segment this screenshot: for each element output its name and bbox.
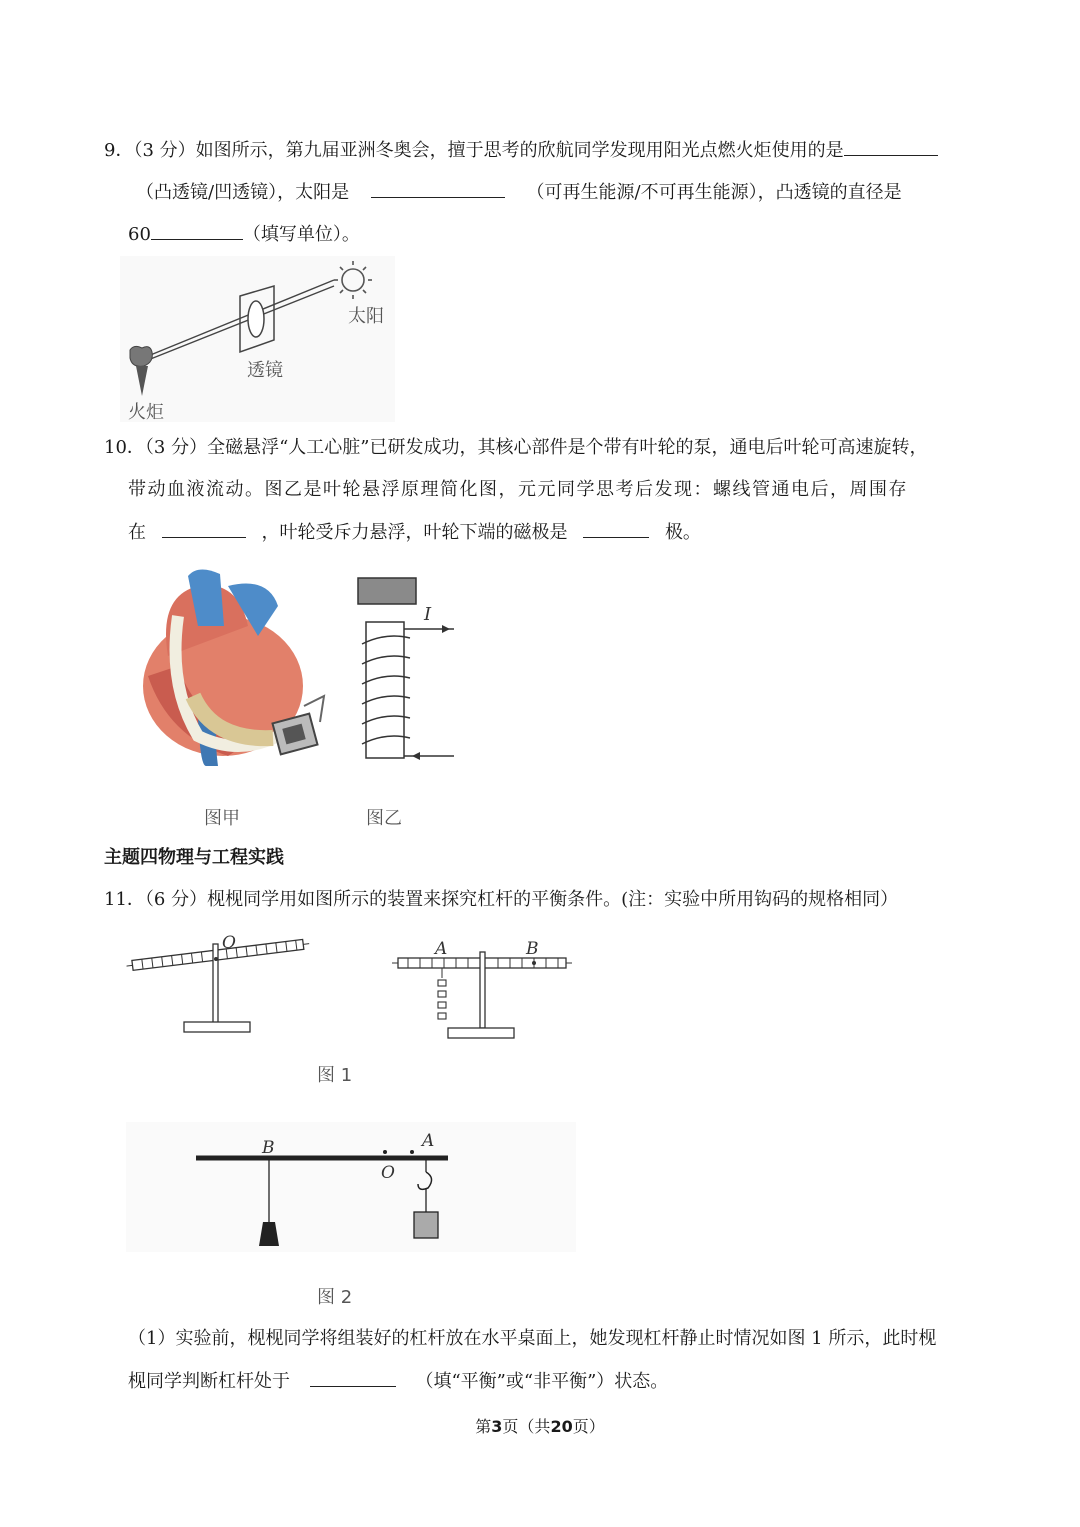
- q9-blank-3[interactable]: [151, 221, 243, 240]
- fig1-balanced-lever: [388, 936, 578, 1046]
- q9-blank-1[interactable]: [844, 137, 938, 156]
- q9-lens-figure: [120, 256, 400, 426]
- q9-blank-2[interactable]: [371, 179, 505, 198]
- solenoid-core: [366, 622, 404, 758]
- fig-a-caption: 图甲: [204, 808, 240, 829]
- fig2-lever: [126, 1122, 576, 1262]
- lens-label: 透镜: [247, 360, 283, 381]
- q9-line-2: （凸透镜/凹透镜），太阳是 （可再生能源/不可再生能源），凸透镜的直径是: [136, 179, 902, 206]
- q10-line-2: 带动血液流动。图乙是叶轮悬浮原理简化图，元元同学思考后发现：螺线管通电后，周围存: [128, 479, 908, 500]
- q10-blank-1[interactable]: [162, 519, 246, 538]
- fig2-A-label: A: [422, 1131, 435, 1151]
- fig1-A-label: A: [435, 939, 448, 959]
- q11-sub1-line-2: 枧同学判断杠杆处于 （填“平衡”或“非平衡”）状态。: [128, 1368, 668, 1395]
- q10-blank-2[interactable]: [583, 519, 649, 538]
- section-title: 主题四物理与工程实践: [104, 847, 284, 868]
- fig1-O-label: O: [222, 933, 236, 953]
- page-footer: 第3页（共20页）: [475, 1417, 605, 1436]
- page-total: 20: [550, 1417, 573, 1436]
- current-label: I: [424, 604, 432, 625]
- q11-sub1-line-1: （1）实验前，枧枧同学将组装好的杠杆放在水平桌面上，她发现杠杆静止时情况如图 1 所示，此时枧: [128, 1328, 937, 1349]
- artificial-heart-figure: [128, 566, 338, 766]
- page-number: 3: [491, 1417, 503, 1436]
- fig1-tilted-lever: [122, 928, 322, 1038]
- fig2-O-label: O: [381, 1163, 395, 1183]
- q11-line-1: 11．（6 分）枧枧同学用如图所示的装置来探究杠杆的平衡条件。(注：实验中所用钩码的规格相同）: [104, 889, 899, 910]
- fig1-caption: 图 1: [317, 1065, 353, 1086]
- q10-line-3: 在 ，叶轮受斥力悬浮，叶轮下端的磁极是 极。: [128, 519, 701, 546]
- q10-line-1: 10．（3 分）全磁悬浮“人工心脏”已研发成功，其核心部件是个带有叶轮的泵，通电后叶轮可高速旋转，: [104, 437, 928, 458]
- fig2-B-label: B: [262, 1138, 275, 1158]
- torch-label: 火炬: [128, 402, 164, 423]
- q9-line-3: 60 （填写单位）。: [128, 221, 360, 248]
- solenoid-figure: [344, 566, 474, 766]
- impeller-magnet: [358, 578, 416, 604]
- sun-label: 太阳: [348, 306, 384, 327]
- fig2-caption: 图 2: [317, 1287, 353, 1308]
- q11-sub1-blank[interactable]: [310, 1368, 396, 1387]
- q9-line-1: 9．（3 分）如图所示，第九届亚洲冬奥会，擅于思考的欣航同学发现用阳光点燃火炬使用的是: [104, 137, 938, 164]
- fig-b-caption: 图乙: [366, 808, 402, 829]
- fig1-B-label: B: [526, 939, 539, 959]
